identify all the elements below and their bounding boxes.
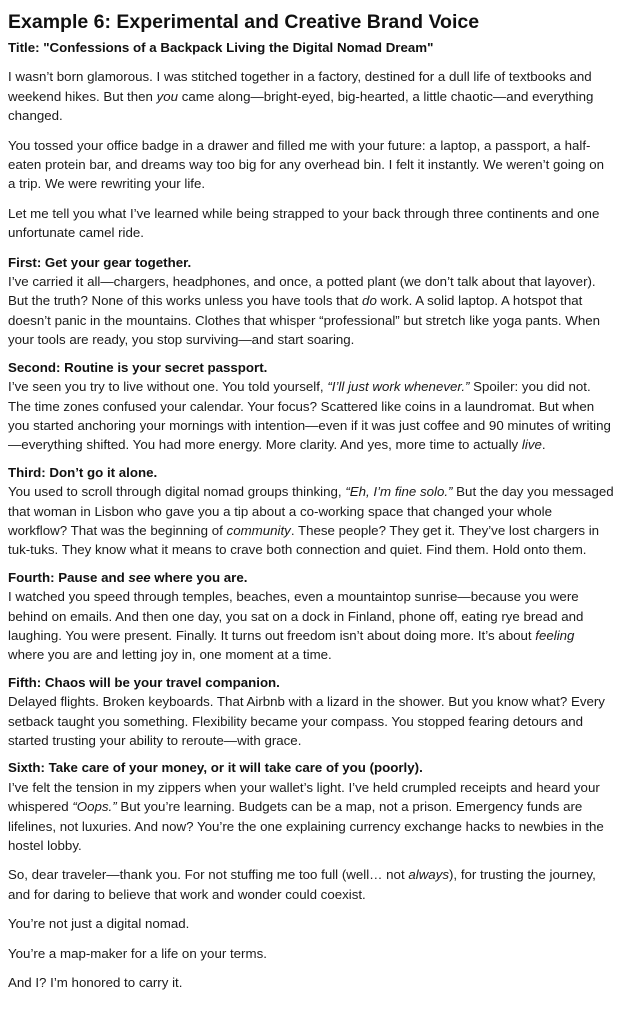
section-sixth-heading: Sixth: Take care of your money, or it will take care of you (poorly).	[8, 760, 423, 776]
section-sixth-text-b: But you’re learning. Budgets can be a map, not a prison. Emergency funds are lifelines, not luxuries. And now? You’re the one explaining currency exchange hacks to newbies in the hostel lobby.	[8, 799, 604, 854]
section-sixth	[8, 758, 614, 855]
closing-p1-emphasis: always	[408, 867, 449, 883]
section-fourth-text-b: where you are and letting joy in, one moment at a time.	[8, 647, 332, 663]
intro-p1-text-b: came along—bright-eyed, big-hearted, a little chaotic—and everything changed.	[8, 88, 594, 124]
section-third-body	[8, 482, 614, 560]
section-first-text-b: work. A solid laptop. A hotspot that doesn’t panic in the mountains. Clothes that whisper “professional” but stretch like yoga pants. When your tools are ready, you stop surviving—and start soaring.	[8, 293, 601, 348]
section-first-body	[8, 272, 614, 350]
section-second-emphasis: “I’ll just work whenever.”	[327, 379, 470, 395]
section-first	[8, 253, 614, 350]
section-fourth-heading-b: where you are.	[150, 569, 248, 585]
intro-p1-emphasis: you	[156, 88, 179, 104]
title-text: "Confessions of a Backpack Living the Digital Nomad Dream"	[43, 40, 434, 55]
closing-paragraph-3: You’re a map-maker for a life on your terms.	[8, 945, 267, 961]
section-second-text-a: I’ve seen you try to live without one. You told yourself,	[8, 379, 328, 395]
article-title	[8, 38, 614, 57]
section-fourth-heading-emphasis: see	[128, 569, 151, 585]
section-fifth-heading: Fifth: Chaos will be your travel companion.	[8, 674, 280, 690]
closing-paragraph-2: You’re not just a digital nomad.	[8, 916, 190, 932]
section-first-emphasis: do	[362, 293, 377, 309]
section-second	[8, 358, 614, 455]
section-second-emphasis-2: live	[521, 437, 542, 453]
intro-paragraph-2: You tossed your office badge in a drawer and filled me with your future: a laptop, a passport, a half-eaten protein bar, and dreams way too big for any overhead bin. I felt it instantly. We weren’t going on a trip. We were rewriting your life.	[8, 137, 605, 192]
section-third-text-a: You used to scroll through digital nomad groups thinking,	[8, 484, 346, 500]
section-fifth-body: Delayed flights. Broken keyboards. That Airbnb with a lizard in the shower. But you know what? Every setback taught you something. Flexibility became your compass. You stopped fearing detours and started trusting your ability to reroute—with grace.	[8, 694, 605, 748]
section-fourth-body	[8, 587, 614, 665]
section-second-body	[8, 377, 614, 455]
closing-p1-text-a: So, dear traveler—thank you. For not stuffing me too full (well… not	[8, 867, 409, 883]
section-fourth-emphasis: feeling	[535, 627, 575, 643]
section-third-emphasis-2: community	[226, 522, 291, 538]
section-sixth-emphasis: “Oops.”	[72, 799, 117, 815]
section-third-text-c: . These people? They get it. They’ve lost chargers in tuk-tuks. They know what it means to crave both connection and quiet. Find them. Hold onto them.	[8, 522, 600, 558]
intro-paragraph-1	[8, 67, 614, 125]
section-first-text-a: I’ve carried it all—chargers, headphones, and once, a potted plant (we don’t talk about that layover). But the truth? None of this works unless you have tools that	[8, 274, 596, 309]
section-fourth	[8, 568, 614, 665]
section-sixth-text-a: I’ve felt the tension in my zippers when your wallet’s light. I’ve held crumpled receipts and heard your whispered	[8, 779, 600, 815]
page-heading: Example 6: Experimental and Creative Brand Voice	[8, 11, 480, 33]
closing-paragraph-1	[8, 865, 614, 904]
title-label: Title:	[8, 40, 44, 55]
section-third	[8, 463, 614, 560]
intro-paragraph-3: Let me tell you what I’ve learned while being strapped to your back through three continents and one unfortunate camel ride.	[8, 205, 600, 241]
section-second-text-c: .	[541, 437, 546, 453]
closing-paragraph-4: And I? I’m honored to carry it.	[8, 975, 183, 991]
section-second-heading: Second: Routine is your secret passport.	[8, 359, 268, 375]
section-second-text-b: Spoiler: you did not. The time zones confused your calendar. Your focus? Scattered like coins in a laundromat. But when you started anchoring your mornings with intention—even if it was just coffee and 90 minutes of writing—everything shifted. You had more energy. More clarity. And yes, more time to actually	[8, 379, 611, 453]
closing-p1-text-b: ), for trusting the journey, and for daring to believe that work and wonder could coexist.	[8, 867, 596, 902]
section-third-heading: Third: Don’t go it alone.	[8, 464, 158, 480]
section-third-text-b: But the day you messaged that woman in Lisbon who gave you a tip about a co-working space that changed your whole workflow? That was the beginning of	[8, 484, 614, 538]
section-fifth	[8, 673, 614, 751]
section-fourth-heading-a: Fourth: Pause and	[8, 569, 129, 585]
section-fourth-heading	[8, 568, 614, 587]
closing	[8, 865, 614, 992]
intro-p1-text-a: I wasn’t born glamorous. I was stitched together in a factory, destined for a dull life of textbooks and weekend hikes. But then	[8, 69, 592, 104]
section-third-emphasis: “Eh, I’m fine solo.”	[345, 484, 453, 500]
section-first-heading: First: Get your gear together.	[8, 254, 192, 270]
section-fourth-text-a: I watched you speed through temples, beaches, even a mountaintop sunrise—because you were behind on emails. And then one day, you sat on a dock in Finland, phone off, eating rye bread and laughing. You were present. Finally. It turns out freedom isn’t about doing more. It’s about	[8, 589, 584, 643]
section-sixth-body	[8, 778, 614, 856]
